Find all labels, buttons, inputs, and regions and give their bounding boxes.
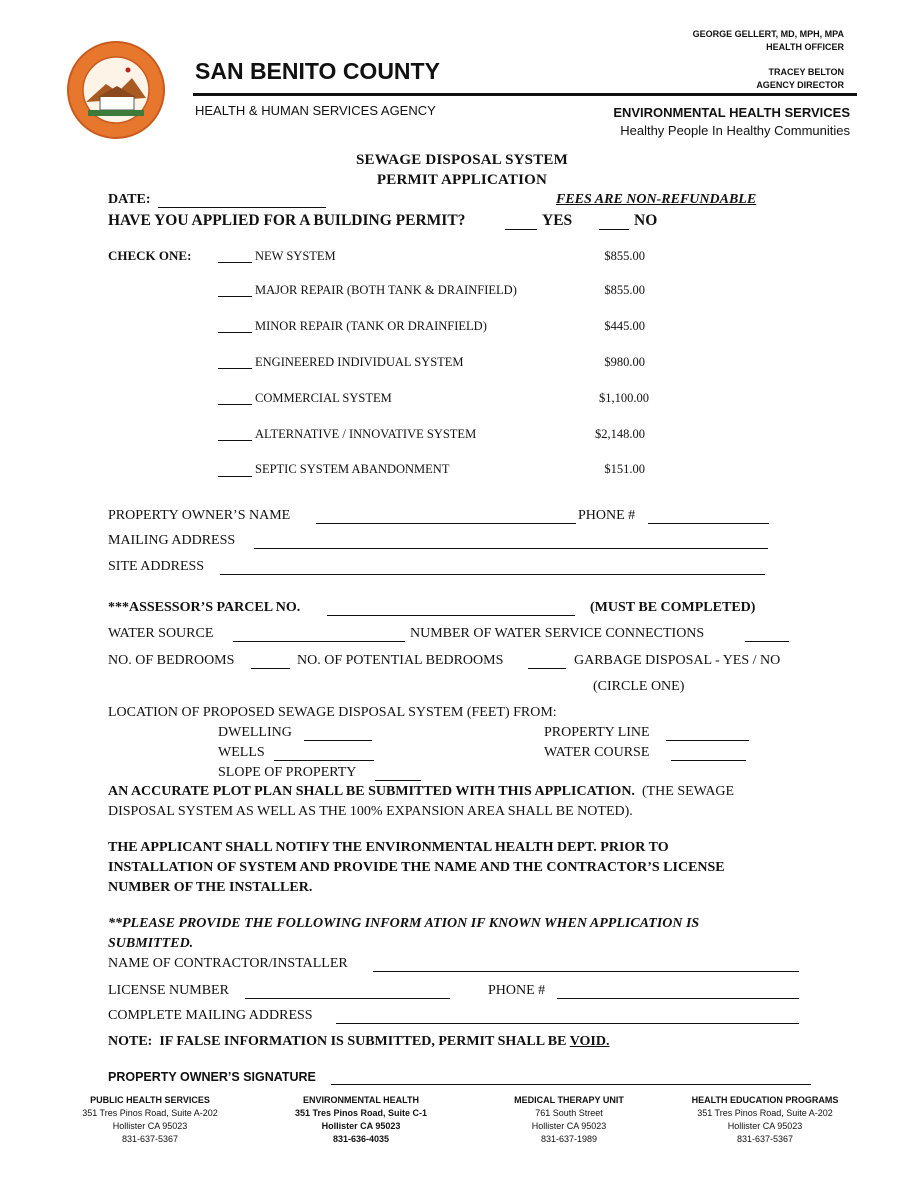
building-permit-yes-blank[interactable] [505, 229, 537, 230]
plot-plan-notice [108, 784, 734, 800]
footer-city: Hollister CA 95023 [321, 1121, 401, 1131]
footer-city: Hollister CA 95023 [112, 1121, 188, 1131]
option-label: COMMERCIAL SYSTEM [255, 391, 392, 405]
director-name: TRACEY BELTON [768, 67, 844, 77]
potential-bedrooms-label: NO. OF POTENTIAL BEDROOMS [297, 653, 504, 668]
footer-title: PUBLIC HEALTH SERVICES [90, 1095, 210, 1105]
water-source-label: WATER SOURCE [108, 626, 214, 641]
location-label: LOCATION OF PROPOSED SEWAGE DISPOSAL SYSTEM (FEET) FROM: [108, 705, 557, 720]
footer-public-health [55, 1094, 245, 1146]
property-line-label: PROPERTY LINE [544, 725, 650, 740]
complete-mailing-field[interactable] [336, 1023, 799, 1024]
county-name: SAN BENITO COUNTY [195, 58, 440, 84]
contractor-phone-field[interactable] [557, 998, 799, 999]
footer-phone: 831-636-4035 [332, 1134, 390, 1144]
dwelling-field[interactable] [304, 740, 372, 741]
site-address-field[interactable] [220, 574, 765, 575]
option-label: NEW SYSTEM [255, 249, 336, 263]
option-checkbox-minor-repair[interactable] [218, 332, 252, 333]
slope-label: SLOPE OF PROPERTY [218, 765, 357, 780]
option-label: ALTERNATIVE / INNOVATIVE SYSTEM [255, 427, 477, 441]
parcel-no-label: ***ASSESSOR’S PARCEL NO. [108, 600, 301, 615]
contractor-name-label: NAME OF CONTRACTOR/INSTALLER [108, 956, 348, 971]
building-permit-no-blank[interactable] [599, 229, 629, 230]
footer-street: 351 Tres Pinos Road, Suite A-202 [82, 1108, 218, 1118]
parcel-no-field[interactable] [327, 615, 575, 616]
bedrooms-field[interactable] [251, 668, 290, 669]
option-label: MAJOR REPAIR (BOTH TANK & DRAINFIELD) [255, 283, 517, 297]
slope-field[interactable] [375, 780, 421, 781]
wells-field[interactable] [274, 760, 374, 761]
option-fee: $855.00 [604, 249, 645, 263]
fees-note: FEES ARE NON-REFUNDABLE [556, 192, 757, 207]
owner-phone-label: PHONE # [578, 508, 636, 523]
license-number-label: LICENSE NUMBER [108, 983, 229, 998]
footer-title: ENVIRONMENTAL HEALTH [303, 1095, 419, 1105]
notify-line3: NUMBER OF THE INSTALLER. [108, 880, 313, 895]
option-fee: $855.00 [604, 283, 645, 297]
officer-title: HEALTH OFFICER [766, 42, 844, 52]
notify-line1: THE APPLICANT SHALL NOTIFY THE ENVIRONMENTAL HEALTH DEPT. PRIOR TO [108, 840, 669, 855]
date-field[interactable] [158, 207, 326, 208]
footer-street: 351 Tres Pinos Road, Suite A-202 [697, 1108, 833, 1118]
option-label: SEPTIC SYSTEM ABANDONMENT [255, 462, 450, 476]
option-label: ENGINEERED INDIVIDUAL SYSTEM [255, 355, 464, 369]
potential-bedrooms-field[interactable] [528, 668, 566, 669]
department-name: ENVIRONMENTAL HEALTH SERVICES [613, 105, 850, 120]
option-label: MINOR REPAIR (TANK OR DRAINFIELD) [255, 319, 487, 333]
license-number-field[interactable] [245, 998, 450, 999]
mailing-address-field[interactable] [254, 548, 768, 549]
county-seal [66, 40, 166, 140]
tagline: Healthy People In Healthy Communities [620, 123, 850, 138]
director-title: AGENCY DIRECTOR [756, 80, 844, 90]
option-checkbox-abandonment[interactable] [218, 476, 252, 477]
false-info-note [108, 1034, 609, 1050]
plot-plan-rest: (THE SEWAGE [634, 784, 735, 799]
property-line-field[interactable] [666, 740, 749, 741]
provide-line1: **PLEASE PROVIDE THE FOLLOWING INFORM ATION IF KNOWN WHEN APPLICATION IS [108, 916, 700, 931]
header-rule [193, 93, 857, 96]
option-fee: $1,100.00 [599, 391, 649, 405]
water-connections-label: NUMBER OF WATER SERVICE CONNECTIONS [410, 626, 705, 641]
footer-title: HEALTH EDUCATION PROGRAMS [691, 1095, 839, 1105]
footer-street: 761 South Street [535, 1108, 603, 1118]
option-fee: $2,148.00 [595, 427, 645, 441]
mailing-address-label: MAILING ADDRESS [108, 533, 236, 548]
check-one-label: CHECK ONE: [108, 248, 192, 263]
option-checkbox-major-repair[interactable] [218, 296, 252, 297]
building-permit-question: HAVE YOU APPLIED FOR A BUILDING PERMIT? [108, 212, 466, 229]
option-checkbox-engineered[interactable] [218, 368, 252, 369]
option-checkbox-new-system[interactable] [218, 262, 252, 263]
footer-phone: 831-637-5367 [121, 1134, 179, 1144]
dwelling-label: DWELLING [218, 725, 292, 740]
footer-medical-therapy [474, 1094, 664, 1146]
footer-phone: 831-637-1989 [540, 1134, 598, 1144]
water-course-field[interactable] [671, 760, 746, 761]
owner-name-label: PROPERTY OWNER’S NAME [108, 508, 291, 523]
form-title-line1: SEWAGE DISPOSAL SYSTEM [356, 152, 568, 168]
officer-name: GEORGE GELLERT, MD, MPH, MPA [692, 29, 844, 39]
footer-phone: 831-637-5367 [736, 1134, 794, 1144]
must-complete-note: (MUST BE COMPLETED) [590, 600, 756, 615]
contractor-name-field[interactable] [373, 971, 799, 972]
footer-environmental-health [266, 1094, 456, 1146]
notify-line2: INSTALLATION OF SYSTEM AND PROVIDE THE NAME AND THE CONTRACTOR’S LICENSE [108, 860, 725, 875]
footer-city: Hollister CA 95023 [531, 1121, 607, 1131]
water-connections-field[interactable] [745, 641, 789, 642]
owner-name-field[interactable] [316, 523, 576, 524]
note-prefix: NOTE: IF FALSE INFORMATION IS SUBMITTED, PERMIT SHALL BE [108, 1034, 570, 1049]
building-permit-no: NO [634, 212, 658, 229]
water-course-label: WATER COURSE [544, 745, 650, 760]
bedrooms-label: NO. OF BEDROOMS [108, 653, 235, 668]
circle-one-note: (CIRCLE ONE) [593, 679, 685, 694]
option-checkbox-commercial[interactable] [218, 404, 252, 405]
footer-title: MEDICAL THERAPY UNIT [514, 1095, 624, 1105]
footer-city: Hollister CA 95023 [727, 1121, 803, 1131]
owner-phone-field[interactable] [648, 523, 769, 524]
site-address-label: SITE ADDRESS [108, 559, 205, 574]
provide-line2: SUBMITTED. [108, 936, 194, 951]
agency-name: HEALTH & HUMAN SERVICES AGENCY [195, 103, 436, 118]
water-source-field[interactable] [233, 641, 405, 642]
signature-field[interactable] [331, 1084, 811, 1085]
option-fee: $980.00 [604, 355, 645, 369]
contractor-phone-label: PHONE # [488, 983, 546, 998]
option-checkbox-alternative[interactable] [218, 440, 252, 441]
wells-label: WELLS [218, 745, 265, 760]
option-fee: $445.00 [604, 319, 645, 333]
complete-mailing-label: COMPLETE MAILING ADDRESS [108, 1008, 313, 1023]
date-label: DATE: [108, 192, 151, 207]
plot-plan-line2: DISPOSAL SYSTEM AS WELL AS THE 100% EXPANSION AREA SHALL BE NOTED). [108, 804, 633, 819]
footer-health-education [670, 1094, 860, 1146]
garbage-disposal-label: GARBAGE DISPOSAL - YES / NO [574, 653, 781, 668]
plot-plan-bold: AN ACCURATE PLOT PLAN SHALL BE SUBMITTED WITH THIS APPLICATION. [108, 784, 635, 799]
note-void: VOID. [569, 1034, 610, 1049]
option-fee: $151.00 [604, 462, 645, 476]
form-title-line2: PERMIT APPLICATION [376, 172, 548, 188]
building-permit-yes: YES [542, 212, 573, 229]
footer-street: 351 Tres Pinos Road, Suite C-1 [294, 1108, 428, 1118]
signature-label: PROPERTY OWNER’S SIGNATURE [108, 1070, 316, 1084]
